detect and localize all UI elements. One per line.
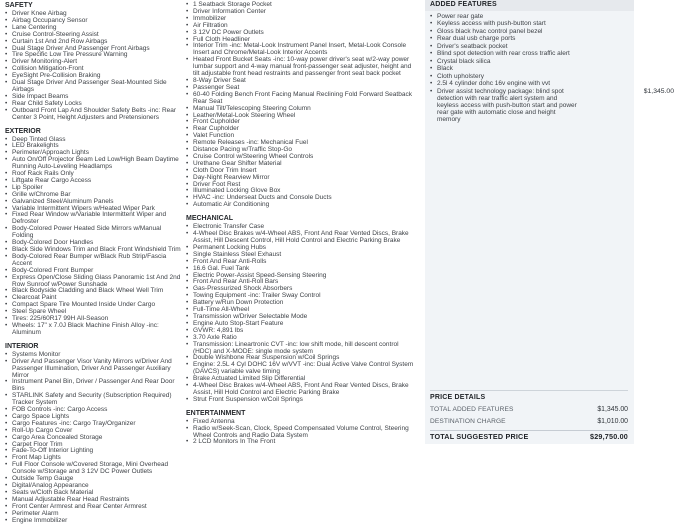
feature-item: • Dual Stage Driver And Passenger Front Airbags <box>5 46 182 53</box>
added-features-panel <box>425 0 674 444</box>
feature-item: • Cruise Control-Steering Assist <box>5 32 182 39</box>
feature-item: • Deep Tinted Glass <box>5 137 182 144</box>
price-details-block <box>430 390 628 441</box>
feature-item: • Air Filtration <box>186 23 414 30</box>
feature-item: • Express Open/Close Sliding Glass Panoramic 1st And 2nd Row Sunroof w/Power Sunshade <box>5 275 182 289</box>
feature-item: • Cruise Control w/Steering Wheel Controls <box>186 154 414 161</box>
feature-item: • Perimeter Alarm <box>5 511 182 518</box>
feature-item: • Urethane Gear Shifter Material <box>186 161 414 168</box>
feature-item: • Fixed Rear Window w/Variable Intermittent Wiper and Defroster <box>5 212 182 226</box>
price-row <box>430 405 628 417</box>
feature-item: • Front Cupholder <box>186 119 414 126</box>
safety-feature-list <box>5 11 182 122</box>
feature-item: • Outboard Front Lap And Shoulder Safety Belts -inc: Rear Center 3 Point, Height Adjusters and Pretensioners <box>5 108 182 122</box>
features-column-middle <box>186 2 414 446</box>
feature-item: • 2 LCD Monitors In The Front <box>186 439 414 446</box>
feature-item: • Single Stainless Steel Exhaust <box>186 252 414 259</box>
features-column-left <box>5 2 182 524</box>
price-row-label: DESTINATION CHARGE <box>430 418 506 426</box>
feature-item: • Passenger Seat <box>186 85 414 92</box>
feature-item: • Cargo Features -inc: Cargo Tray/Organizer <box>5 421 182 428</box>
feature-item: • Towing Equipment -inc: Trailer Sway Control <box>186 293 414 300</box>
feature-item: • Permanent Locking Hubs <box>186 245 414 252</box>
feature-item: • Galvanized Steel/Aluminum Panels <box>5 199 182 206</box>
feature-item: • Steel Spare Wheel <box>5 309 182 316</box>
added-feature-item: • Keyless access with push-button start <box>430 21 628 28</box>
feature-item: • Immobilizer <box>186 16 414 23</box>
added-feature-item: • Gloss black hvac control panel bezel <box>430 29 628 36</box>
mechanical-feature-list <box>186 224 414 404</box>
feature-item: • Transmission: Lineartronic CVT -inc: low shift mode, hill descent control (HDC) and X-MODE: single mode system <box>186 342 414 356</box>
feature-item: • Cargo Space Lights <box>5 414 182 421</box>
feature-item: • Rear Child Safety Locks <box>5 101 182 108</box>
section-title-entertainment: ENTERTAINMENT <box>186 409 246 417</box>
feature-item: • Driver Information Center <box>186 9 414 16</box>
feature-item: • Heated Front Bucket Seats -inc: 10-way power driver's seat w/2-way power lumbar support and 4-way manual front-passenger seat adjuster, height and tilt adjustable front head restraints and passenger front seat back pocket <box>186 57 414 78</box>
feature-item: • Leather/Metal-Look Steering Wheel <box>186 113 414 120</box>
feature-item: • Distance Pacing w/Traffic Stop-Go <box>186 147 414 154</box>
feature-item: • Seats w/Cloth Back Material <box>5 490 182 497</box>
feature-item: • Battery w/Run Down Protection <box>186 300 414 307</box>
feature-item: • Interior Trim -inc: Metal-Look Instrument Panel Insert, Metal-Look Console Insert and Chrome/Metal-Look Interior Accents <box>186 43 414 57</box>
feature-item: • Digital/Analog Appearance <box>5 483 182 490</box>
added-feature-item <box>430 87 674 124</box>
entertainment-feature-list <box>186 419 414 447</box>
feature-item: • Driver Monitoring-Alert <box>5 59 182 66</box>
feature-item: • Driver Foot Rest <box>186 182 414 189</box>
feature-item: • Black Bodyside Cladding and Black Wheel Well Trim <box>5 288 182 295</box>
added-features-list <box>425 11 674 124</box>
feature-item: • Electric Power-Assist Speed-Sensing Steering <box>186 273 414 280</box>
feature-item: • Body-Colored Door Handles <box>5 240 182 247</box>
section-title-safety: SAFETY <box>5 2 33 9</box>
price-row-label: TOTAL ADDED FEATURES <box>430 406 514 414</box>
feature-item: • Gas-Pressurized Shock Absorbers <box>186 286 414 293</box>
feature-item: • Driver Knee Airbag <box>5 11 182 18</box>
feature-item: • Cargo Area Concealed Storage <box>5 435 182 442</box>
feature-item: • 3 12V DC Power Outlets <box>186 30 414 37</box>
feature-item: • Double Wishbone Rear Suspension w/Coil Springs <box>186 355 414 362</box>
feature-item: • Black Side Windows Trim and Black Front Windshield Trim <box>5 247 182 254</box>
feature-item: • Transmission w/Driver Selectable Mode <box>186 314 414 321</box>
feature-item: • Engine Auto Stop-Start Feature <box>186 321 414 328</box>
feature-item: • Clearcoat Paint <box>5 295 182 302</box>
feature-item: • Manual Adjustable Rear Head Restraints <box>5 497 182 504</box>
section-title-interior: INTERIOR <box>5 342 39 350</box>
feature-item: • Valet Function <box>186 133 414 140</box>
feature-item: • Day-Night Rearview Mirror <box>186 175 414 182</box>
feature-item: • Front Map Lights <box>5 455 182 462</box>
feature-item: • Lip Spoiler <box>5 185 182 192</box>
feature-item: • Grille w/Chrome Bar <box>5 192 182 199</box>
feature-item: • Remote Releases -inc: Mechanical Fuel <box>186 140 414 147</box>
feature-item: • Fade-To-Off Interior Lighting <box>5 448 182 455</box>
section-title-mechanical: MECHANICAL <box>186 215 234 223</box>
feature-item: • Full-Time All-Wheel <box>186 307 414 314</box>
feature-item: • Full Cloth Headliner <box>186 37 414 44</box>
feature-item: • Tires: 225/60R17 99H All-Season <box>5 316 182 323</box>
feature-item: • Front Center Armrest and Rear Center Armrest <box>5 504 182 511</box>
feature-price: $1,345.00 <box>643 87 674 95</box>
feature-item: • Collision Mitigation-Front <box>5 66 182 73</box>
price-row-value: $1,010.00 <box>597 418 628 426</box>
price-details-rows <box>430 405 628 429</box>
feature-item: • Cloth Door Trim Insert <box>186 168 414 175</box>
added-feature-item: • Driver's seatback pocket <box>430 44 628 51</box>
feature-item: • Auto On/Off Projector Beam Led Low/High Beam Daytime Running Auto-Leveling Headlamps <box>5 157 182 171</box>
feature-item: • 4-Wheel Disc Brakes w/4-Wheel ABS, Front And Rear Vented Discs, Brake Assist, Hill Hold Control and Electric Parking Brake <box>186 383 414 397</box>
feature-item: • EyeSight Pre-Collision Braking <box>5 73 182 80</box>
feature-item: • Illuminated Locking Glove Box <box>186 188 414 195</box>
feature-item: • Dual Stage Driver And Passenger Seat-Mounted Side Airbags <box>5 80 182 94</box>
feature-item: • Full Floor Console w/Covered Storage, Mini Overhead Console w/Storage and 3 12V DC Power Outlets <box>5 462 182 476</box>
feature-item: • 60-40 Folding Bench Front Facing Manual Reclining Fold Forward Seatback Rear Seat <box>186 92 414 106</box>
feature-item: • 8-Way Driver Seat <box>186 78 414 85</box>
feature-item: • Instrument Panel Bin, Driver / Passenger And Rear Door Bins <box>5 379 182 393</box>
feature-item: • Engine: 2.5L 4 Cyl DOHC 16V w/VVT -inc: Dual Active Valve Control System (DAVCS) variable valve timing <box>186 362 414 376</box>
feature-item: • Body-Colored Rear Bumper w/Black Rub Strip/Fascia Accent <box>5 254 182 268</box>
section-title-exterior: EXTERIOR <box>5 127 41 135</box>
feature-item: • FOB Controls -inc: Cargo Access <box>5 407 182 414</box>
feature-item: • Driver And Passenger Visor Vanity Mirrors w/Driver And Passenger Illumination, Driver And Passenger Auxiliary Mirror <box>5 359 182 380</box>
feature-item: • 16.6 Gal. Fuel Tank <box>186 266 414 273</box>
feature-item: • Roll-Up Cargo Cover <box>5 428 182 435</box>
feature-item: • Brake Actuated Limited Slip Differential <box>186 376 414 383</box>
feature-item: • Strut Front Suspension w/Coil Springs <box>186 397 414 404</box>
feature-item: • Radio w/Seek-Scan, Clock, Speed Compensated Volume Control, Steering Wheel Controls and Radio Data System <box>186 426 414 440</box>
feature-item: • Body-Colored Power Heated Side Mirrors w/Manual Folding <box>5 226 182 240</box>
feature-item: • Side Impact Beams <box>5 94 182 101</box>
added-feature-item: • Black <box>430 66 628 73</box>
feature-item: • Perimeter/Approach Lights <box>5 150 182 157</box>
feature-item: • Systems Monitor <box>5 352 182 359</box>
feature-item: • GVWR: 4,891 lbs <box>186 328 414 335</box>
feature-item: • Electronic Transfer Case <box>186 224 414 231</box>
feature-item: • Curtain 1st And 2nd Row Airbags <box>5 39 182 46</box>
feature-item: • Front And Rear Anti-Rolls <box>186 259 414 266</box>
added-feature-item: • Rear dual usb charge ports <box>430 36 628 43</box>
feature-item: • STARLINK Safety and Security (Subscription Required) Tracker System <box>5 393 182 407</box>
feature-item: • Engine Immobilizer <box>5 518 182 524</box>
price-row <box>430 417 628 429</box>
feature-item: • Compact Spare Tire Mounted Inside Under Cargo <box>5 302 182 309</box>
total-suggested-price-row <box>430 430 628 441</box>
exterior-feature-list <box>5 137 182 337</box>
added-feature-item: • 2.5l 4 cylinder dohc 16v engine with vvt <box>430 81 628 88</box>
feature-item: • Fixed Antenna <box>186 419 414 426</box>
feature-label: Driver assist technology package: blind spot detection with rear traffic alert system and keyless access with push-button start and power rear gate with automatic close and height memory <box>437 87 577 123</box>
price-details-header: PRICE DETAILS <box>430 390 628 405</box>
feature-item: • LED Brakelights <box>5 143 182 150</box>
total-suggested-price-label: TOTAL SUGGESTED PRICE <box>430 432 529 442</box>
feature-item: • Body-Colored Front Bumper <box>5 268 182 275</box>
feature-item: • Manual Tilt/Telescoping Steering Column <box>186 106 414 113</box>
feature-item: • Roof Rack Rails Only <box>5 171 182 178</box>
feature-item: • Automatic Air Conditioning <box>186 202 414 209</box>
interior-feature-list <box>5 352 182 524</box>
added-feature-item: • Crystal black silica <box>430 59 628 66</box>
feature-item: • 4-Wheel Disc Brakes w/4-Wheel ABS, Front And Rear Vented Discs, Brake Assist, Hill Descent Control, Hill Hold Control and Electric Parking Brake <box>186 231 414 245</box>
feature-item: • Wheels: 17" x 7.0J Black Machine Finish Alloy -inc: Aluminum <box>5 323 182 337</box>
feature-item: • HVAC -inc: Underseat Ducts and Console Ducts <box>186 195 414 202</box>
feature-item: • 3.70 Axle Ratio <box>186 335 414 342</box>
feature-item: • Carpet Floor Trim <box>5 442 182 449</box>
feature-item: • Lane Centering <box>5 25 182 32</box>
feature-item: • Liftgate Rear Cargo Access <box>5 178 182 185</box>
added-feature-item: • Blind spot detection with rear cross traffic alert <box>430 51 628 58</box>
feature-item: • Rear Cupholder <box>186 126 414 133</box>
added-feature-item: • Power rear gate <box>430 14 628 21</box>
feature-item: • Outside Temp Gauge <box>5 476 182 483</box>
feature-item: • Variable Intermittent Wipers w/Heated Wiper Park <box>5 206 182 213</box>
feature-item: • 1 Seatback Storage Pocket <box>186 2 414 9</box>
added-features-header: ADDED FEATURES <box>425 0 634 11</box>
price-row-value: $1,345.00 <box>597 406 628 414</box>
feature-item: • Airbag Occupancy Sensor <box>5 18 182 25</box>
feature-item: • Tire Specific Low Tire Pressure Warning <box>5 52 182 59</box>
interior-feature-list-continued <box>186 2 414 209</box>
total-suggested-price-value: $29,750.00 <box>590 432 628 442</box>
added-feature-item: • Cloth upholstery <box>430 74 628 81</box>
feature-item: • Front And Rear Anti-Roll Bars <box>186 279 414 286</box>
